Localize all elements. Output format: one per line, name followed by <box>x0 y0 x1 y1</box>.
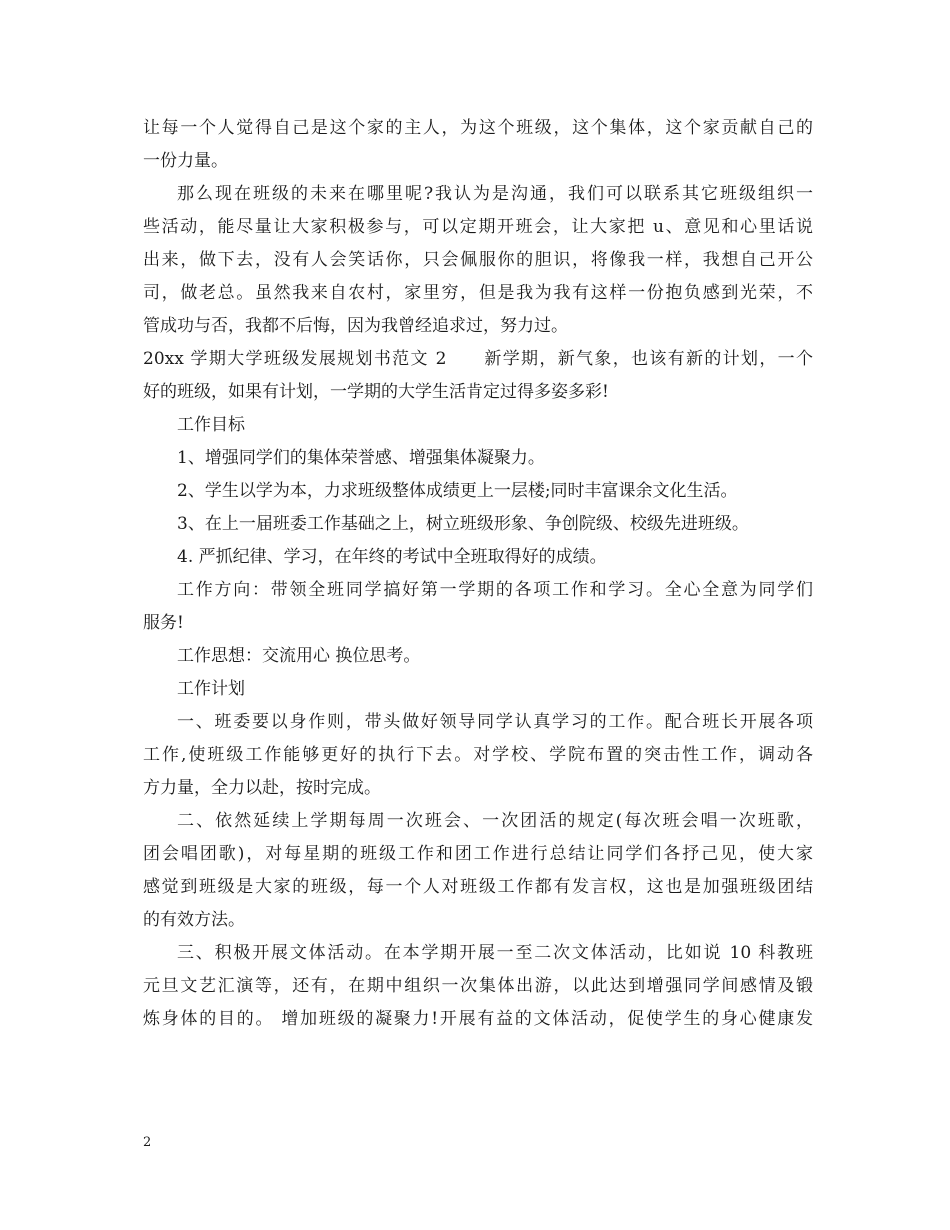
text-line: 20xx 学期大学班级发展规划书范文 2 新学期，新气象，也该有新的计划，一个 <box>143 349 813 369</box>
text-line: 感觉到班级是大家的班级，每一个人对班级工作都有发言权，这也是加强班级团结 <box>143 877 813 897</box>
text-line: 方力量，全力以赴，按时完成。 <box>143 778 381 798</box>
text-line: 炼身体的目的。 增加班级的凝聚力!开展有益的文体活动，促使学生的身心健康发 <box>143 1009 813 1029</box>
text-line: 元旦文艺汇演等，还有，在期中组织一次集体出游，以此达到增强同学间感情及锻 <box>143 976 813 996</box>
text-line: 2、学生以学为本，力求班级整体成绩更上一层楼;同时丰富课余文化生活。 <box>177 481 738 501</box>
text-line: 工作目标 <box>177 415 245 435</box>
text-line: 团会唱团歌)，对每星期的班级工作和团工作进行总结让同学们各抒己见，使大家 <box>143 844 813 864</box>
text-line: 那么现在班级的未来在哪里呢?我认为是沟通，我们可以联系其它班级组织一 <box>177 184 813 204</box>
text-line: 三、积极开展文体活动。在本学期开展一至二次文体活动，比如说 10 科教班 <box>177 943 813 963</box>
text-line: 出来，做下去，没有人会笑话你，只会佩服你的胆识，将像我一样，我想自己开公 <box>143 250 813 270</box>
text-line: 的有效方法。 <box>143 910 245 930</box>
text-line: 工作思想：交流用心 换位思考。 <box>177 646 421 666</box>
text-line: 工作,使班级工作能够更好的执行下去。对学校、学院布置的突击性工作，调动各 <box>143 745 813 765</box>
text-line: 工作计划 <box>177 679 245 699</box>
text-line: 工作方向：带领全班同学搞好第一学期的各项工作和学习。全心全意为同学们 <box>177 580 813 600</box>
text-line: 一份力量。 <box>143 151 228 171</box>
text-line: 服务! <box>143 613 184 633</box>
document-body <box>143 112 813 1036</box>
text-line: 司，做老总。虽然我来自农村，家里穷，但是我为我有这样一份抱负感到光荣，不 <box>143 283 813 303</box>
text-line: 1、增强同学们的集体荣誉感、增强集体凝聚力。 <box>177 448 545 468</box>
text-line: 一、班委要以身作则，带头做好领导同学认真学习的工作。配合班长开展各项 <box>177 712 813 732</box>
page-number: 2 <box>143 1135 152 1150</box>
text-line: 4. 严抓纪律、学习，在年终的考试中全班取得好的成绩。 <box>177 547 607 567</box>
text-line: 二、依然延续上学期每周一次班会、一次团活的规定(每次班会唱一次班歌， <box>177 811 813 831</box>
text-line: 好的班级，如果有计划，一学期的大学生活肯定过得多姿多彩! <box>143 382 609 402</box>
text-line: 些活动，能尽量让大家积极参与，可以定期开班会，让大家把 u、意见和心里话说 <box>143 217 813 237</box>
text-line: 3、在上一届班委工作基础之上，树立班级形象、争创院级、校级先进班级。 <box>177 514 749 534</box>
text-line: 管成功与否，我都不后悔，因为我曾经追求过，努力过。 <box>143 316 568 336</box>
text-line: 让每一个人觉得自己是这个家的主人，为这个班级，这个集体，这个家贡献自己的 <box>143 118 813 138</box>
